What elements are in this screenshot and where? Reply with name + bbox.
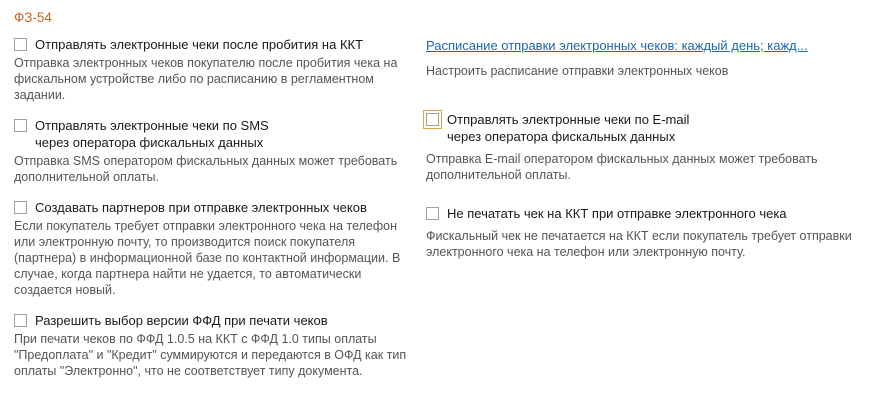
- send-receipts-email-hint: Отправка E-mail оператором фискальных данных может требовать дополнительной оплаты.: [426, 152, 818, 182]
- settings-columns: [10, 36, 861, 393]
- left-column: [10, 36, 418, 393]
- checkbox-row-send-receipts-email[interactable]: [426, 111, 861, 145]
- allow-ffd-version-choice-label: Разрешить выбор версии ФФД при печати чеков: [35, 313, 328, 328]
- create-partners-on-send-hint: Если покупатель требует отправки электронного чека на телефон или электронную почту, то производится поиск покупателя (партнера) в информационной базе по контактной информации. В случае, когда партнера найти не удается, то автоматически создается новый.: [14, 219, 401, 297]
- right-column: [418, 36, 861, 282]
- send-receipts-sms-hint: Отправка SMS оператором фискальных данных может требовать дополнительной оплаты.: [14, 154, 398, 184]
- create-partners-on-send-checkbox[interactable]: [14, 201, 27, 214]
- send-receipts-sms-checkbox[interactable]: [14, 119, 27, 132]
- checkbox-row-allow-ffd-version-choice[interactable]: [14, 312, 418, 329]
- send-receipts-email-checkbox[interactable]: [426, 113, 439, 126]
- do-not-print-receipt-checkbox[interactable]: [426, 207, 439, 220]
- send-receipts-sms-label: Отправлять электронные чеки по SMS через оператора фискальных данных: [35, 118, 269, 150]
- do-not-print-receipt-label: Не печатать чек на ККТ при отправке электронного чека: [447, 206, 787, 221]
- checkbox-row-send-receipts-sms[interactable]: [14, 117, 418, 151]
- schedule-link-row[interactable]: [426, 36, 861, 57]
- send-receipts-after-print-hint: Отправка электронных чеков покупателю после пробития чека на фискальном устройстве либо по расписанию в регламентном задании.: [14, 56, 398, 102]
- send-receipts-after-print-label: Отправлять электронные чеки после пробития на ККТ: [35, 37, 364, 52]
- checkbox-row-create-partners-on-send[interactable]: [14, 199, 418, 216]
- spacer: [426, 101, 861, 111]
- allow-ffd-version-choice-hint: При печати чеков по ФФД 1.0.5 на ККТ с ФФД 1.0 типы оплаты "Предоплата" и "Кредит" суммируются и передаются в ОФД как тип оплаты "Электронно", что не соответствует типу документа.: [14, 332, 407, 378]
- receipt-schedule-link[interactable]: Расписание отправки электронных чеков: каждый день; кажд...: [426, 38, 808, 53]
- create-partners-on-send-label: Создавать партнеров при отправке электронных чеков: [35, 200, 367, 215]
- send-receipts-after-print-checkbox[interactable]: [14, 38, 27, 51]
- do-not-print-receipt-hint: Фискальный чек не печатается на ККТ если покупатель требует отправки электронного чека на телефон или электронную почту.: [426, 229, 852, 259]
- send-receipts-email-label: Отправлять электронные чеки по E-mail через оператора фискальных данных: [447, 112, 690, 144]
- checkbox-row-send-receipts-after-print[interactable]: [14, 36, 418, 53]
- allow-ffd-version-choice-checkbox[interactable]: [14, 314, 27, 327]
- checkbox-row-do-not-print-receipt[interactable]: [426, 205, 861, 222]
- receipt-schedule-hint: Настроить расписание отправки электронных чеков: [426, 64, 729, 78]
- page-title: ФЗ-54: [14, 10, 52, 25]
